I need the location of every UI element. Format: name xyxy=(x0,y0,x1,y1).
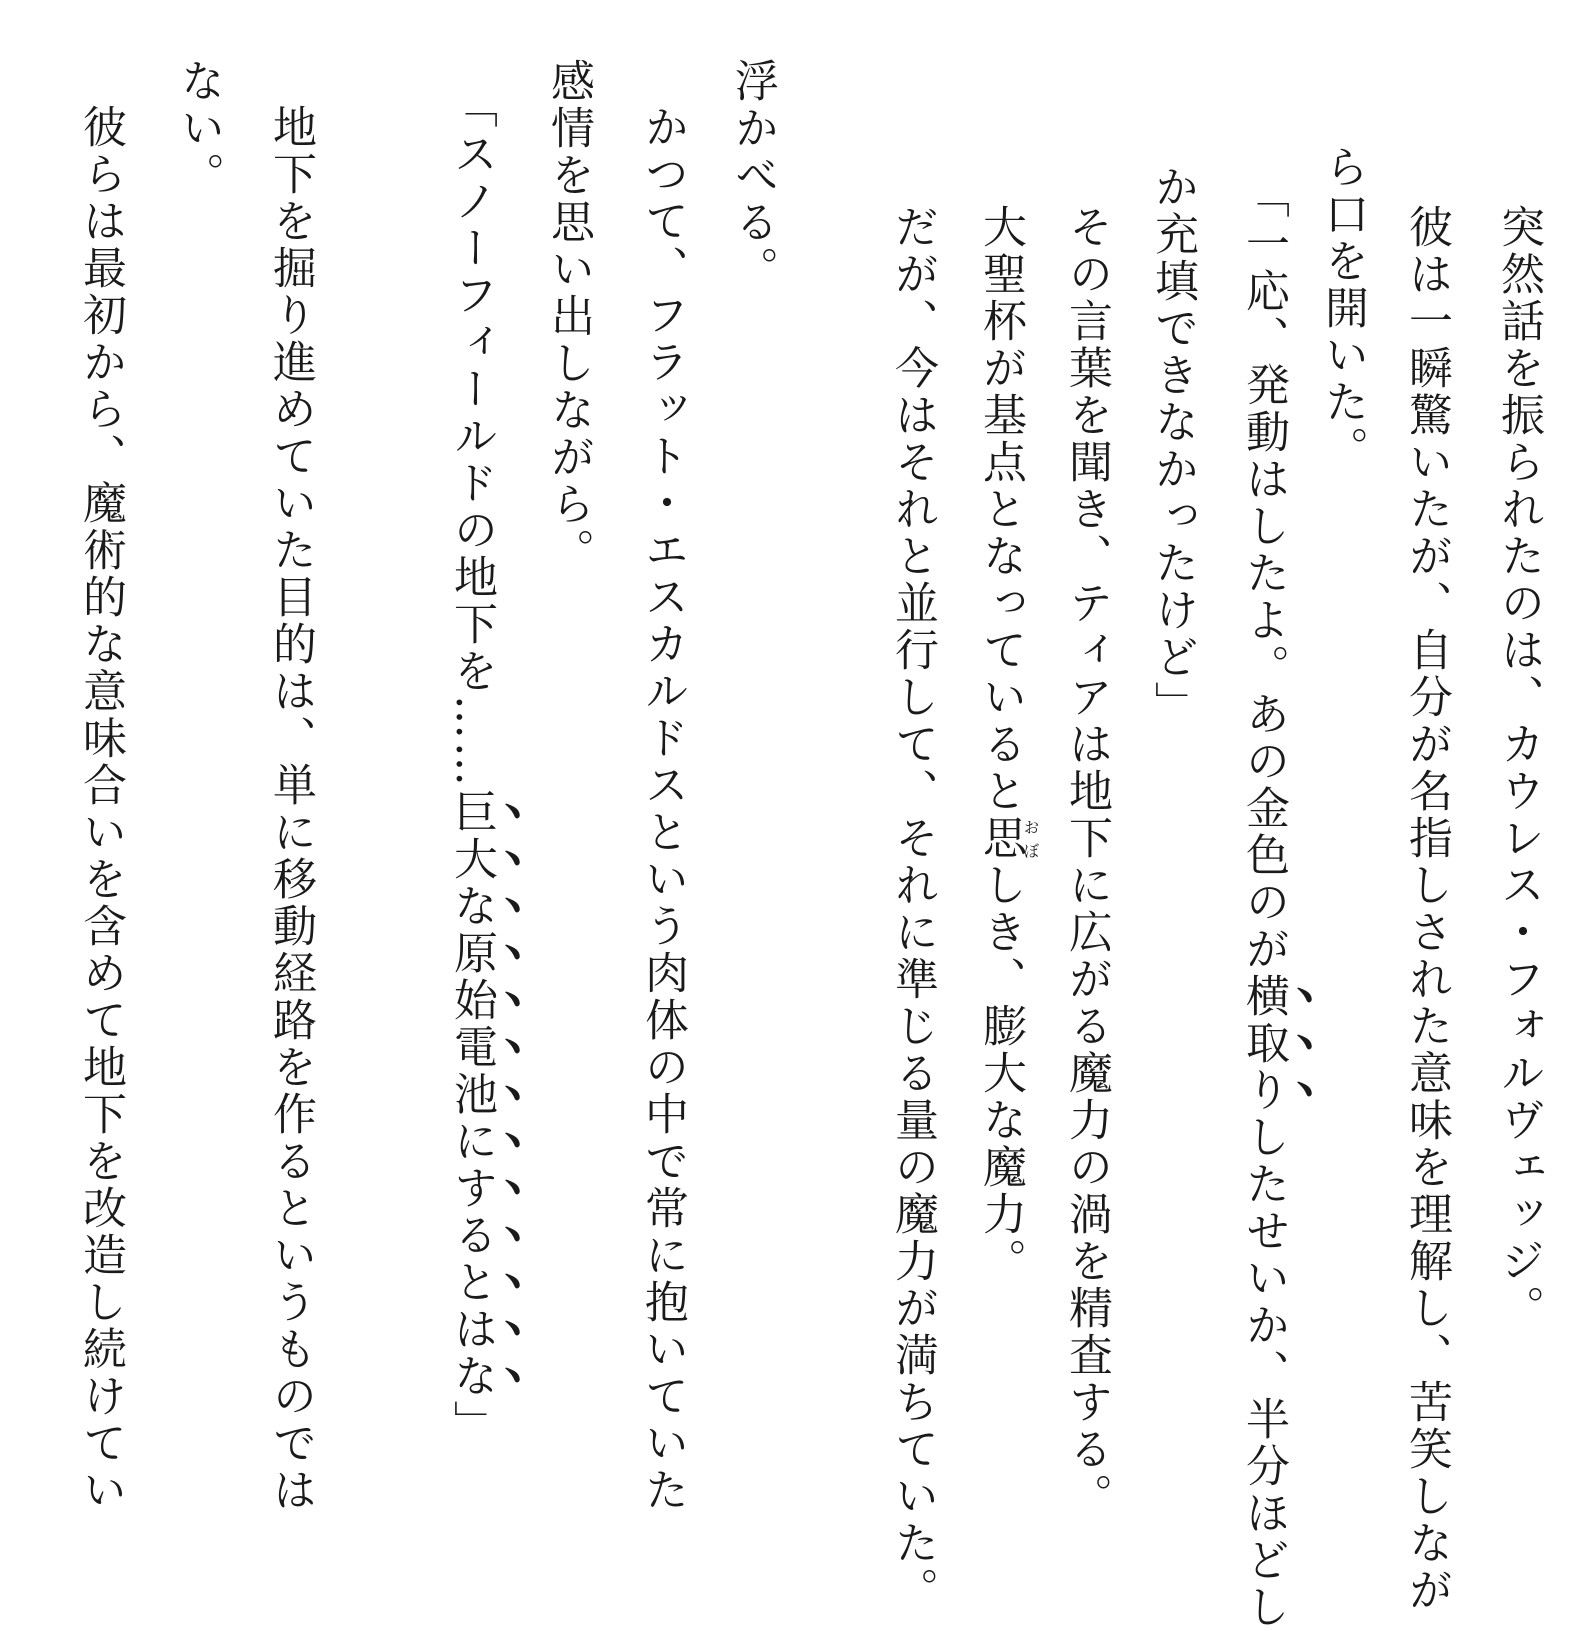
text-line-13: 地下を掘り進めていた目的は、単に移動経路を作るというものでは xyxy=(265,104,316,1514)
line-7-start: 大聖杯が基点となっていると xyxy=(975,204,1026,815)
text-line-12 xyxy=(446,84,528,1447)
text-line-15: 彼らは最初から、魔術的な意味合いを含めて地下を改造し続けてい xyxy=(75,104,126,1514)
line-12-end: 」 xyxy=(446,1400,497,1447)
text-line-4 xyxy=(1238,174,1320,1631)
text-line-10: かつて、フラット・エスカルドスという肉体の中で常に抱いていた xyxy=(637,104,688,1514)
text-line-3: ら口を開いた。 xyxy=(1317,144,1368,473)
text-line-7 xyxy=(975,204,1040,1285)
text-line-1: 突然話を振られたのは、カウレス・フォルヴェッジ。 xyxy=(1493,204,1544,1332)
text-line-2: 彼は一瞬驚いたが、自分が名指しされた意味を理解し、苦笑しなが xyxy=(1401,204,1452,1614)
emphasized-genshi-denchi: 巨大な原始電池にするとはな xyxy=(446,789,497,1400)
text-line-9: 浮かべる。 xyxy=(727,58,778,293)
ruby-omoboshiki: 思おぼ xyxy=(975,815,1040,862)
line-4-end: したせいか、半分ほどし xyxy=(1238,1114,1289,1631)
ruby-reading: おぼ xyxy=(1021,815,1040,862)
text-line-11: 感情を思い出しながら。 xyxy=(543,58,594,575)
line-7-end: しき、膨大な魔力。 xyxy=(975,862,1026,1285)
line-12-start: 「スノーフィールドの地下を…… xyxy=(446,84,497,789)
text-line-14: ない。 xyxy=(173,58,224,199)
text-line-8: だが、今はそれと並行して、それに準じる量の魔力が満ちていた。 xyxy=(887,204,938,1614)
text-line-5: か充填できなかったけど」 xyxy=(1147,164,1198,728)
text-line-6: その言葉を聞き、ティアは地下に広がる魔力の渦を精査する。 xyxy=(1061,204,1112,1520)
emphasized-yokodori: 横取り xyxy=(1238,973,1289,1114)
line-4-start: 「一応、発動はしたよ。あの金色のが xyxy=(1238,174,1289,973)
